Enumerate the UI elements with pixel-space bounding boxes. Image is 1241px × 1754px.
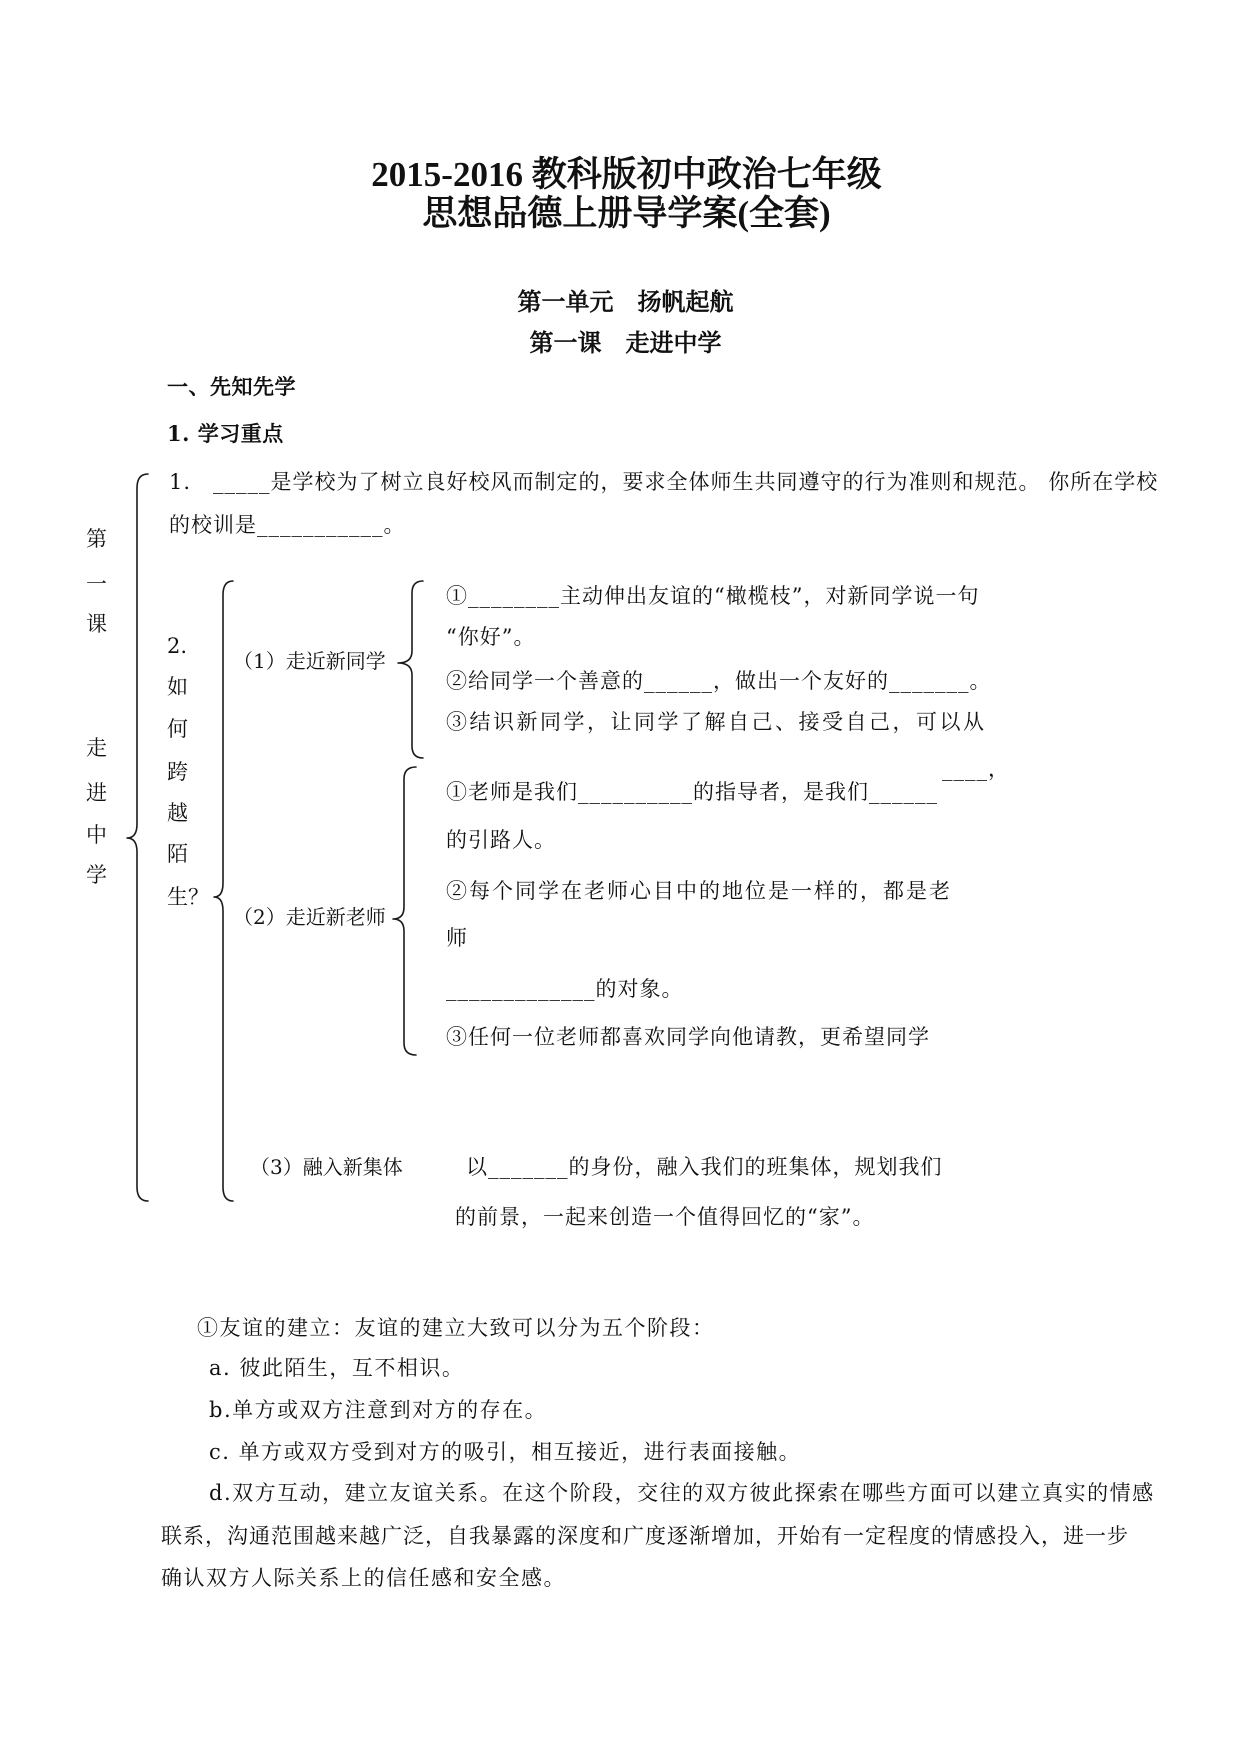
item2-question-char: 何 [167, 717, 188, 741]
section-heading: 一、先知先学 [167, 374, 296, 399]
friendship-heading: ①友谊的建立：友谊的建立大致可以分为五个阶段： [197, 1316, 715, 1340]
item1-line2: 的校训是___________。 [169, 513, 406, 537]
part2-label: （2）走近新老师 [233, 905, 386, 929]
part1-line: ②给同学一个善意的______，做出一个友好的_______。 [446, 669, 992, 693]
part2-line: ②每个同学在老师心目中的地位是一样的，都是老 [446, 879, 952, 903]
item2-question-char: 越 [167, 801, 188, 825]
item1-line1: 1. _____是学校为了树立良好校风而制定的，要求全体师生共同遵守的行为准则和规范。 你所在学校 [169, 470, 1159, 494]
item2-question-char: 跨 [167, 760, 188, 784]
part3-line: 以_______的身份，融入我们的班集体，规划我们 [466, 1155, 943, 1179]
side-label-char: 第 [86, 527, 107, 551]
item2-question-char: 陌 [167, 842, 188, 866]
friendship-stage-d-line: 联系，沟通范围越来越广泛，自我暴露的深度和广度逐渐增加，开始有一定程度的情感投入，进一步 [161, 1524, 1129, 1548]
brace-cross-strangeness [214, 581, 233, 1201]
friendship-stage-a: a. 彼此陌生，互不相识。 [209, 1356, 465, 1380]
part1-label: （1）走近新同学 [233, 649, 386, 673]
part2-line: _____________的对象。 [446, 977, 684, 1001]
side-label-char: 课 [86, 612, 107, 636]
doc-title-line2: 思想品德上册导学案(全套) [422, 194, 831, 233]
part2-line: 的引路人。 [446, 828, 556, 852]
item2-question-char: 生？ [167, 885, 209, 909]
part2-line: ①老师是我们__________的指导者，是我们______ [446, 780, 938, 804]
friendship-stage-b: b.单方或双方注意到对方的存在。 [209, 1398, 548, 1422]
brace-lesson-outline [127, 474, 148, 1201]
friendship-stage-c: c. 单方或双方受到对方的吸引，相互接近，进行表面接触。 [209, 1440, 802, 1464]
item2-number: 2. [167, 634, 188, 658]
part2-line: ③任何一位老师都喜欢同学向他请教，更希望同学 [446, 1025, 930, 1049]
lesson-heading: 第一课 走进中学 [529, 328, 722, 357]
side-label-char: 学 [86, 863, 107, 887]
doc-title-line1: 2015-2016 教科版初中政治七年级 [371, 155, 882, 194]
friendship-stage-d-line: 确认双方人际关系上的信任感和安全感。 [161, 1566, 566, 1590]
part1-line-blank: ____， [942, 757, 1010, 781]
brace-approach-teachers [393, 767, 416, 1055]
side-label-char: 进 [86, 781, 107, 805]
friendship-stage-d-line: d.双方互动，建立友谊关系。在这个阶段，交往的双方彼此探索在哪些方面可以建立真实的情感 [209, 1481, 1155, 1505]
part1-line: ③结识新同学，让同学了解自己、接受自己，可以从 [446, 710, 987, 734]
brace-approach-classmates [398, 581, 423, 758]
side-label-char: 一 [86, 572, 107, 596]
side-label-char: 中 [86, 823, 107, 847]
part3-label: （3）融入新集体 [250, 1155, 403, 1179]
item2-question-char: 如 [167, 675, 188, 699]
part3-line: 的前景，一起来创造一个值得回忆的“家”。 [455, 1205, 875, 1229]
part1-line: ①________主动伸出友谊的“橄榄枝”，对新同学说一句 [446, 584, 980, 608]
unit-heading: 第一单元 扬帆起航 [517, 287, 734, 316]
side-label-char: 走 [86, 736, 107, 760]
subsection-heading: 1. 学习重点 [167, 421, 284, 446]
part1-line: “你好”。 [446, 625, 536, 649]
part2-line: 师 [446, 926, 468, 950]
